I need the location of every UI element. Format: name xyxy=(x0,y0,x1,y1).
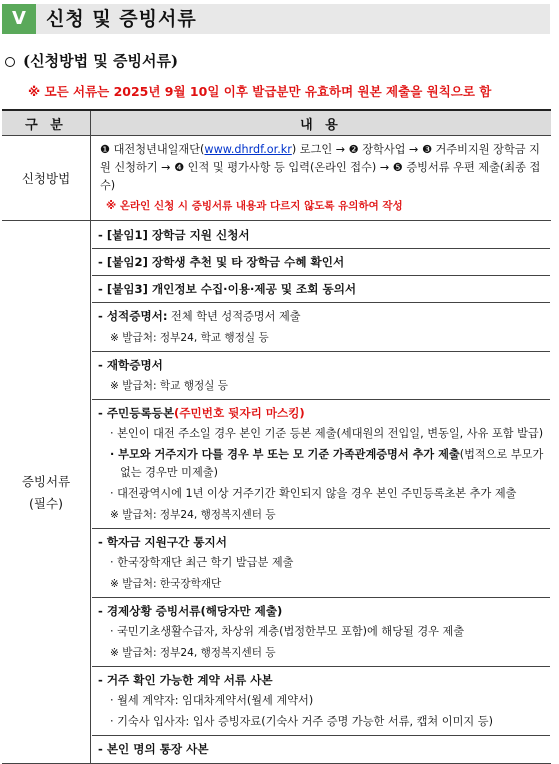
method-label: 신청방법 xyxy=(2,136,91,221)
docs-label-text: 증빙서류 xyxy=(21,474,71,489)
doc-item-detail: · 국민기초생활수급자, 차상위 계층(법정한부모 포함)에 해당될 경우 제출 xyxy=(110,625,465,638)
docs-content xyxy=(91,221,552,764)
doc-item-head xyxy=(98,307,544,326)
doc-item-attach2 xyxy=(92,249,550,276)
header-content: 내 용 xyxy=(91,110,552,136)
circle-bullet-icon xyxy=(5,57,15,67)
doc-item-note: ※ 발급처: 한국장학재단 xyxy=(110,578,222,590)
docs-label-required: (필수) xyxy=(29,496,63,511)
doc-item-detail: · 월세 계약자: 임대차계약서(월세 계약서) xyxy=(110,694,314,707)
doc-item-detail-bold: · 부모와 거주지가 다를 경우 부 또는 모 기준 가족관계증명서 추가 제출 xyxy=(110,448,460,461)
method-row xyxy=(2,136,551,221)
doc-item-transcript xyxy=(92,303,550,352)
doc-item-detail: · 대전광역시에 1년 이상 거주기간 확인되지 않을 경우 본인 주민등록초본 추가 제출 xyxy=(110,487,517,500)
header-category: 구 분 xyxy=(2,110,91,136)
doc-item-head: - [붙임3] 개인정보 수집·이용·제공 및 조회 동의서 xyxy=(98,282,357,296)
doc-item-head-text: - 주민등록등본 xyxy=(98,406,175,420)
doc-item-detail xyxy=(98,446,544,482)
method-content xyxy=(91,136,552,221)
doc-item-head-bold: - 성적증명서: xyxy=(98,309,168,323)
docs-label xyxy=(2,221,91,764)
doc-item-detail: · 본인이 대전 주소일 경우 본인 기준 등본 제출(세대원의 전입일, 변동일, 사유 포함 발급) xyxy=(110,427,544,440)
doc-item-detail: · 한국장학재단 최근 학기 발급분 제출 xyxy=(110,556,294,569)
subtitle-text: (신청방법 및 증빙서류) xyxy=(23,52,179,70)
doc-item-resident-register xyxy=(92,400,550,529)
section-banner xyxy=(2,4,550,34)
doc-item-head: - [붙임2] 장학생 추천 및 타 장학금 수혜 확인서 xyxy=(98,255,345,269)
doc-item-attach1 xyxy=(92,222,550,249)
doc-item-residence-contract xyxy=(92,667,550,736)
doc-item-bankbook xyxy=(92,736,550,762)
application-table xyxy=(2,109,551,764)
method-steps-text: ) 로그인 → ❷ 장학사업 → ❸ 거주비지원 장학금 지원 신청하기 → ❹ 인적 및 평가사항 등 입력(온라인 접수) → ❺ 증빙서류 우편 제출(최종 접수) xyxy=(100,143,541,192)
doc-item-head: - 경제상황 증빙서류(해당자만 제출) xyxy=(98,604,283,618)
method-warning: ※ 온라인 신청 시 증빙서류 내용과 다르지 않도록 유의하여 작성 xyxy=(106,200,403,212)
doc-item-detail: · 기숙사 입사자: 입사 증빙자료(기숙사 거주 증명 가능한 서류, 캡쳐 이미지 등) xyxy=(110,715,493,728)
doc-item-head: - [붙임1] 장학금 지원 신청서 xyxy=(98,228,250,242)
section-title: 신청 및 증빙서류 xyxy=(46,8,197,30)
doc-item-note: ※ 발급처: 정부24, 행정복지센터 등 xyxy=(110,647,276,659)
doc-item-attach3 xyxy=(92,276,550,303)
subtitle xyxy=(5,50,178,71)
doc-item-note: ※ 발급처: 학교 행정실 등 xyxy=(110,380,229,392)
foundation-link[interactable]: www.dhrdf.or.kr xyxy=(204,143,292,156)
doc-item-head: - 거주 확인 가능한 계약 서류 사본 xyxy=(98,673,273,687)
doc-item-note: ※ 발급처: 정부24, 학교 행정실 등 xyxy=(110,332,269,344)
doc-item-head xyxy=(98,404,544,422)
doc-item-head: - 본인 명의 통장 사본 xyxy=(98,742,209,756)
doc-item-loan-notice xyxy=(92,529,550,598)
doc-item-head-rest: 전체 학년 성적증명서 제출 xyxy=(167,310,301,323)
docs-row xyxy=(2,221,551,764)
doc-item-detail-rest: (법적으로 부모가 없는 경우만 미제출) xyxy=(120,448,544,479)
doc-item-enrollment xyxy=(92,352,550,400)
validity-notice: ※ 모든 서류는 2025년 9월 10일 이후 발급분만 유효하며 원본 제출을 원칙으로 함 xyxy=(28,84,492,99)
doc-item-economic-status xyxy=(92,598,550,667)
method-step1-text: ❶ 대전청년내일재단( xyxy=(100,143,205,156)
doc-item-head: - 재학증명서 xyxy=(98,358,163,372)
doc-item-head-red: (주민번호 뒷자리 마스킹) xyxy=(174,406,305,420)
doc-item-head: - 학자금 지원구간 통지서 xyxy=(98,535,227,549)
section-number: V xyxy=(2,4,36,34)
doc-item-note: ※ 발급처: 정부24, 행정복지센터 등 xyxy=(110,509,276,521)
